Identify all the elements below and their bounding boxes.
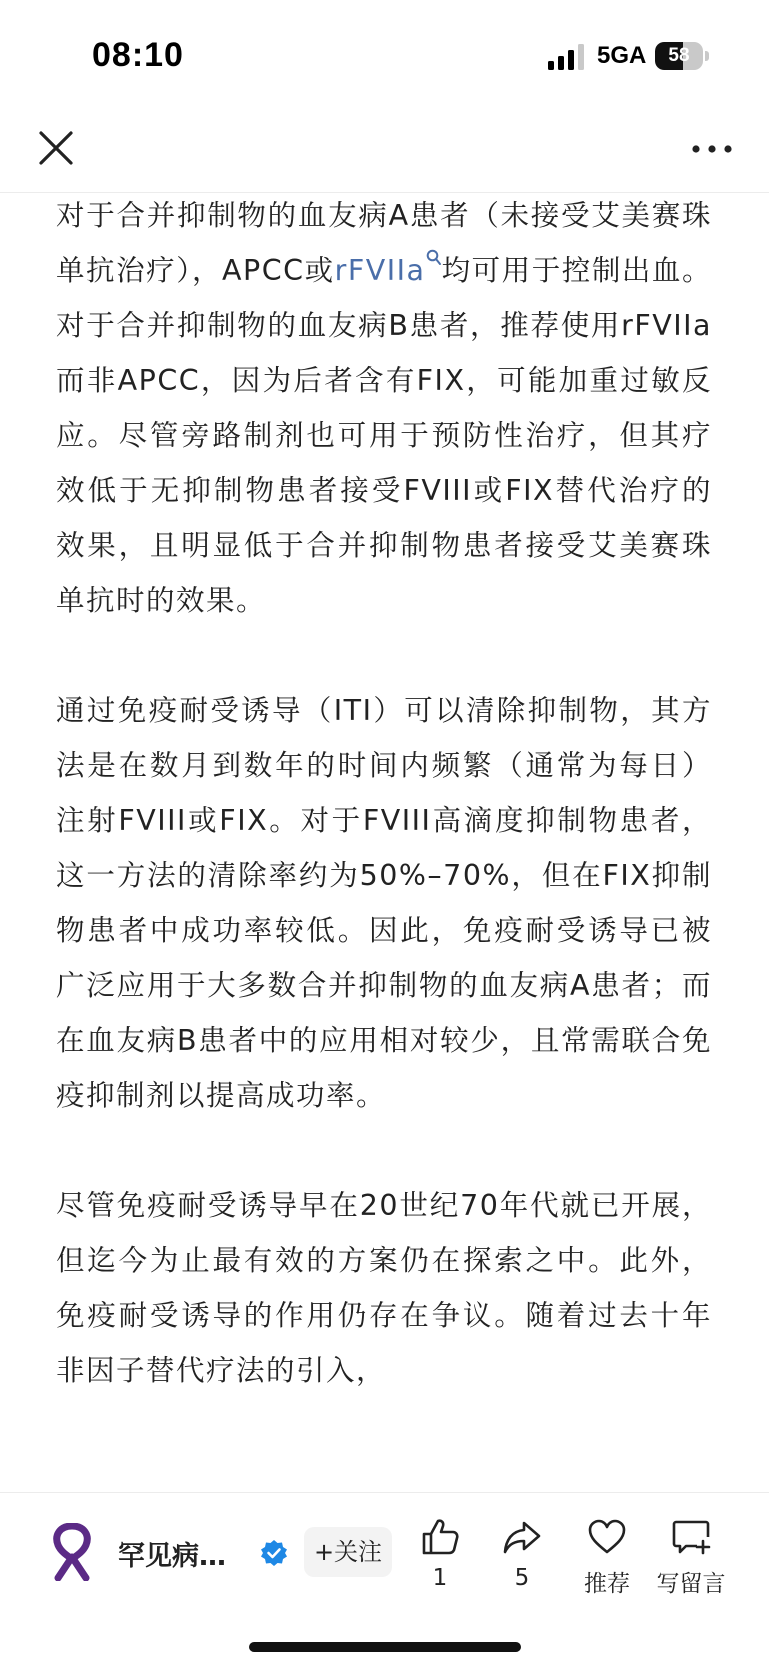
article-paragraph [56,192,712,628]
recommend-button[interactable] [562,1517,652,1598]
signal-icon [548,44,584,70]
share-button[interactable] [477,1517,567,1591]
article-paragraph: 尽管免疫耐受诱导早在20世纪70年代就已开展，但迄今为止最有效的方案仍在探索之中。此外，免疫耐受诱导的作用仍存在争议。随着过去十年非因子替代疗法的引入， [56,1189,712,1387]
paragraph-text: 均可用于控制出血。对于合并抑制物的血友病B患者，推荐使用rFVIIa而非APCC，因为后者含有FIX，可能加重过敏反应。尽管旁路制剂也可用于预防性治疗，但其疗效低于无抑制物患者接受FVIII或FIX替代治疗的效果，且明显低于合并抑制物患者接受艾美赛珠单抗时的效果。 [56,254,712,617]
status-bar [0,0,769,110]
home-indicator[interactable] [249,1642,521,1652]
battery-percent: 58 [668,45,690,66]
share-arrow-icon [502,1517,542,1557]
top-nav-bar [0,110,769,193]
close-icon[interactable] [36,128,76,168]
thumbs-up-icon [420,1517,460,1557]
follow-button[interactable]: +关注 [304,1527,392,1577]
status-time: 08:10 [92,36,184,74]
network-type: 5GA [597,42,647,69]
account-logo-icon[interactable] [48,1523,96,1581]
heart-icon [587,1517,627,1557]
bottom-action-bar [0,1492,769,1666]
article-body [56,192,712,1492]
recommend-label: 推荐 [584,1571,630,1597]
term-link[interactable]: rFVIIa [334,254,426,287]
like-button[interactable] [395,1517,485,1591]
comment-add-icon [671,1517,711,1557]
write-comment-button[interactable] [646,1517,736,1598]
like-count: 1 [432,1565,448,1591]
verified-badge-icon [260,1539,288,1567]
account-name[interactable]: 罕见病… [118,1541,226,1572]
search-icon[interactable] [426,249,442,267]
article-paragraph: 通过免疫耐受诱导（ITI）可以清除抑制物，其方法是在数月到数年的时间内频繁（通常为每日）注射FVIII或FIX。对于FVIII高滴度抑制物患者，这一方法的清除率约为50%–70%，但在FIX抑制物患者中成功率较低。因此，免疫耐受诱导已被广泛应用于大多数合并抑制物的血友病A患者；而在血友病B患者中的应用相对较少，且常需联合免疫抑制剂以提高成功率。 [56,694,712,1112]
share-count: 5 [514,1565,530,1591]
battery-cap [705,51,709,61]
more-dots-icon[interactable] [690,134,734,164]
write-comment-label: 写留言 [656,1571,726,1597]
paragraph-text: 对于合并抑制物的血友病A患者（未接受艾美赛珠单抗治疗），APCC或 [56,199,712,287]
battery-icon [655,42,703,70]
